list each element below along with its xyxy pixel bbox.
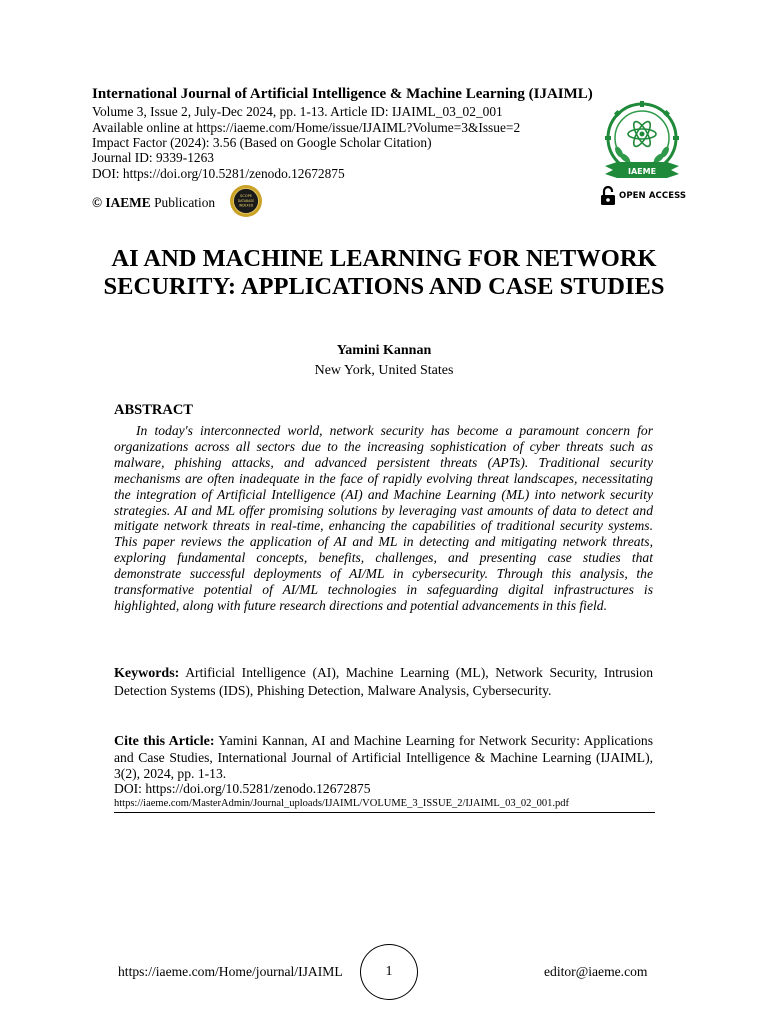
- keywords-paragraph: [114, 665, 653, 699]
- publication-label: Publication: [154, 195, 216, 210]
- cite-paragraph: [114, 733, 653, 783]
- copyright-label: © IAEME: [92, 195, 151, 210]
- volume-line: Volume 3, Issue 2, July-Dec 2024, pp. 1-13. Article ID: IJAIML_03_02_001: [92, 104, 503, 119]
- cite-label: Cite this Article:: [114, 734, 215, 749]
- iaeme-logo-icon: [597, 100, 687, 186]
- cite-text: Yamini Kannan, AI and Machine Learning for Network Security: Applications and Case Studies, International Journal of Artificial Intelligence & Machine Learning (IJAIML), 3(2), 2024, pp. 1-13.: [114, 733, 653, 782]
- journal-id-line: Journal ID: 9339-1263: [92, 150, 214, 165]
- footer-journal-url[interactable]: https://iaeme.com/Home/journal/IJAIML: [118, 964, 343, 979]
- open-access-indicator: [600, 186, 686, 206]
- cite-divider: [114, 812, 655, 813]
- abstract-body: In today's interconnected world, network security has become a paramount concern for organizations across all sectors due to the increasing sophistication of cyber threats such as malware, phishing attacks, and advanced persistent threats (APTs). Traditional security mechanisms are often inadequate in the face of rapidly evolving threat landscapes, necessitating the integration of Artificial Intelligence (AI) and Machine Learning (ML) into network security strategies. AI and ML offer promising solutions by leveraging vast amounts of data to detect and mitigate network threats in real-time, enhancing the capabilities of traditional security systems. This paper reviews the application of AI and ML in detecting and mitigating network threats, exploring fundamental concepts, benefits, challenges, and presenting case studies that demonstrate successful deployments of AI/ML in cybersecurity. Through this analysis, the transformative potential of AI/ML technologies in safeguarding digital infrastructures is highlighted, along with future research directions and potential advancements in this field.: [114, 423, 653, 613]
- padlock-open-icon: [600, 186, 616, 206]
- abstract-heading: ABSTRACT: [114, 402, 193, 418]
- footer-email[interactable]: editor@iaeme.com: [544, 964, 648, 979]
- svg-text:DATABASE: DATABASE: [237, 199, 255, 203]
- article-title: AI AND MACHINE LEARNING FOR NETWORK SECURITY: APPLICATIONS AND CASE STUDIES: [103, 245, 665, 300]
- svg-text:IAEME: IAEME: [627, 167, 657, 176]
- available-online-line[interactable]: Available online at https://iaeme.com/Home/issue/IJAIML?Volume=3&Issue=2: [92, 120, 521, 135]
- page-number: [360, 944, 418, 1000]
- scope-database-badge-icon: [229, 184, 263, 218]
- page-number-text: 1: [385, 964, 393, 979]
- svg-text:INDEXED: INDEXED: [238, 203, 254, 208]
- open-access-label: OPEN ACCESS: [619, 191, 687, 201]
- doi-line[interactable]: DOI: https://doi.org/10.5281/zenodo.12672875: [92, 166, 345, 181]
- impact-factor-line: Impact Factor (2024): 3.56 (Based on Google Scholar Citation): [92, 135, 432, 150]
- keywords-text: Artificial Intelligence (AI), Machine Learning (ML), Network Security, Intrusion Detection Systems (IDS), Phishing Detection, Malware Analysis, Cybersecurity.: [114, 665, 653, 698]
- svg-text:SCOPE: SCOPE: [239, 194, 253, 198]
- keywords-label: Keywords:: [114, 666, 180, 681]
- cite-doi[interactable]: DOI: https://doi.org/10.5281/zenodo.12672875: [114, 781, 371, 796]
- journal-name: International Journal of Artificial Intelligence & Machine Learning (IJAIML): [92, 86, 593, 102]
- cite-pdf-url[interactable]: https://iaeme.com/MasterAdmin/Journal_uploads/IJAIML/VOLUME_3_ISSUE_2/IJAIML_03_02_001.pdf: [114, 798, 569, 809]
- author-name: Yamini Kannan: [336, 343, 432, 358]
- author-affiliation: New York, United States: [314, 363, 454, 378]
- publisher-line: [92, 195, 215, 211]
